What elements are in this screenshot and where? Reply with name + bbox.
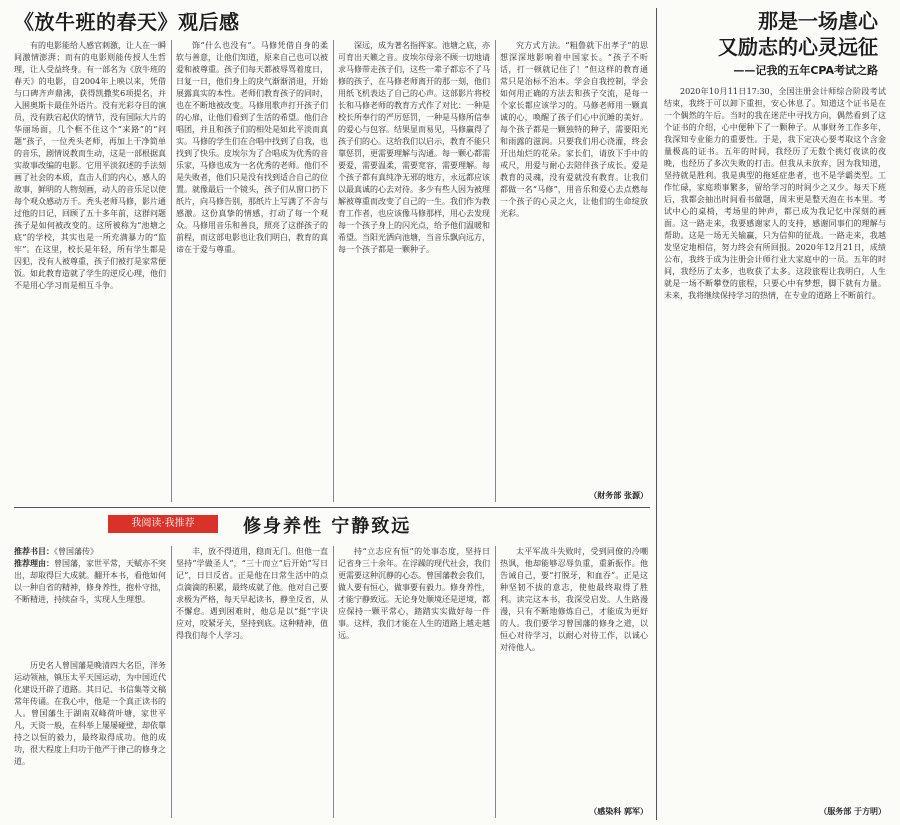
article2-subtitle: ——记我的五年CPA考试之路 [733, 64, 878, 77]
rec-book-title: 《曾国藩传》 [54, 547, 98, 556]
article1-col1-text: 有的电影能给人感官刺激，让人在一瞬间激情澎湃；而有的电影则能传授人生哲理，让人受益终身。有一部名为《放牛班的春天》的电影，自2004年上映以来，凭借与口碑齐声鼎沸，获得凯撒奖6项提名，并入围奥斯卡最佳外语片。没有光彩夺目的演员，没有跌宕起伏的情节，没有国际大片的华丽场面，几个框不住这个“来路”的“问题”孩子，一位秃头老师，再加上干净简单的音乐，剧情说教而生动，这是一部根据真实故事改编的电影。它用平淡叙述的手法刻画了社会的本质，直击人们的内心，感人的故事，鲜明的人物刻画，动人的音乐足以使每个观众感动万千。秃头老师马修，影片通过他的日记，回顾了五十多年前，这群问题孩子是如何被改变的。这所被称为“池塘之底”的学校，其实也是一所充满暴力的“监牢”。在这里，校长是年轻，所有学生都是囚犯，没有人被尊重，孩子们被打是家常便饭。如此教育造就了学生的逆反心理，他们不是用心学习而是相互斗争。 [14, 41, 166, 290]
divider [495, 40, 496, 502]
section-divider [656, 8, 657, 820]
article2-title-line2: 又励志的心灵远征 [718, 35, 878, 59]
article1-col4 [500, 40, 648, 490]
rec-book-label: 推荐书目： [14, 547, 54, 556]
article3-col1 [14, 660, 166, 818]
article3-col1-text: 历史名人曾国藩是晚清四大名臣，洋务运动领袖，镇压太平天国运动，为中国近代化建设开辟了道路。其日记、书信集等文稿常年传诵。在我心中，他是一个真正读书的人。曾国藩生于湖南双峰荷叶塘，家世平凡，天资一般，在科举上屡屡碰壁，却依靠持之以恒的毅力，最终取得成功。他的成功，很大程度上归功于他严于律己的修身之道。 [14, 661, 166, 766]
recommend-reason [14, 558, 166, 606]
article1-title: 《放牛班的春天》观后感 [14, 10, 240, 34]
article3-title: 修身养性 宁静致远 [243, 516, 412, 537]
article1-col2-text: 饰“什么也没有”。马修凭借自身的柔软与善意，让他们知道，原来自己也可以被爱和被尊重。孩子们每天都被辱骂着度日，日复一日，他们身上的戾气渐渐消退，开始展露真实的本性。老师们教育孩子的同时，也在不断地被改变。马修用歌声打开孩子们的心扉，让他们看到了生活的希望。他们合唱团，并且和孩子们的相处是如此平淡而真实。马修的学生们在合唱中找到了自我，也找到了快乐。皮埃尔为了合唱成为优秀的音乐家，马修也成为一名优秀的老师。他们不是失败者，他们只是没有找到适合自己的位置。就像最后一个镜头，孩子们从窗口扔下纸片，向马修告别，那纸片上写满了不舍与感激。这份真挚的情感，打动了每一个观众。马修用音乐和善良，照亮了这群孩子的前程，而这部电影也让我们明白，教育的真谛在于爱与尊重。 [176, 41, 328, 254]
article1-col2 [176, 40, 328, 502]
article3-col3 [338, 546, 490, 818]
rec-reason-label: 推荐理由： [14, 559, 54, 568]
article3-col2 [176, 546, 328, 818]
article3-col2-text: 丰，放不得道用，稳而无门。但他一直坚持“学做圣人”，“三十而立”后开始“写日记”，日日反省。正是他在日常生活中的点点滴滴的积累，最终成就了他。他对自己要求极为严格，每天早起读书，静坐反省，从不懈怠。遇到困难时，他总是以“挺”字诀应对，咬紧牙关，坚持到底。这种精神，值得我们每个人学习。 [176, 547, 328, 640]
article1-col1 [14, 40, 166, 502]
article1-col4-text: 究方式方法。“粗鲁就下出孝子”的思想深深地影响着中国家长。“孩子不听话，打一顿就记住了！”但这样的教育通常只是治标不治本。学会自我控制，学会如何用正确的方法去和孩子交流，是每一个家长都应该学习的。马修老师用一颗真诚的心，唤醒了孩子们心中沉睡的美好。每个孩子都是一颗独特的种子，需要阳光和雨露的滋润。只要我们用心浇灌，终会开出灿烂的花朵。家长们，请放下手中的戒尺，用爱与耐心去陪伴孩子成长。爱是教育的灵魂，没有爱就没有教育。让我们都做一名“马修”，用音乐和爱心去点燃每一个孩子的心灵之火，让他们的生命绽放光彩。 [500, 41, 648, 218]
article2-byline: （服务部 于方明） [819, 806, 886, 816]
article1-col3 [338, 40, 490, 502]
divider [333, 546, 334, 818]
article2-title-line1: 那是一场虐心 [758, 9, 878, 33]
article3-col4 [500, 546, 648, 804]
recommendation-box [14, 546, 166, 606]
article3-byline: （感染科 郭军） [589, 806, 648, 816]
article3-col4-text: 太平军战斗失败时，受到同僚的冷嘲热讽，他却能够忍辱负重，重新振作。他告诫自己，要“打脱牙，和血吞”。正是这种坚韧不拔的意志，使他最终取得了胜利。读完这本书，我深受启发。人生路漫漫，只有不断地修炼自己，才能成为更好的人。我们要学习曾国藩的修身之道，以恒心对待学习，以耐心对待工作，以诚心对待他人。 [500, 547, 648, 652]
recommended-book [14, 546, 166, 558]
article1-col3-text: 深远，成为著名指挥家。池塘之底，亦可育出天籁之音。皮埃尔母亲不顾一切地请求马修带走孩子们，这些一辈子都忘不了马修的孩子，在马修老师离开的那一刻，他们用纸飞机表达了自己的心声。这部影片将校长和马修老师的教育方式作了对比：一种是校长所奉行的严厉惩罚，一种是马修所信奉的爱心与包容。结果显而易见，马修赢得了孩子们的心。这给我们以启示，教育不能只靠惩罚，更需要理解与沟通。每一颗心都需要爱，需要温柔，需要宽容，需要理解。每个孩子都有真纯净无邪的地方，永远都应该以最真诚的心去对待。多少有些人因为被理解被尊重而改变了自己的一生。我们作为教育工作者，也应该像马修那样，用心去发现每一个孩子身上的闪光点，给予他们温暖和希望。当阳光洒向池塘，当音乐飘向远方，每一个孩子都是一颗种子。 [338, 41, 490, 254]
divider [171, 40, 172, 502]
rec-reason-text: 曾国藩，家世平常，天赋亦不突出，却取得巨大成就。翻开本书，看他如何以一种自省的精神，修身养性，抱朴守拙，不断精进，持续奋斗，实现人生理想。 [14, 559, 166, 604]
article2-body-text: 2020年10月11日17:30，全国注册会计师综合阶段考试结束，我终于可以卸下重担，安心休息了。知道这个证书是在一个偶然的午后。当时的我在迷茫中寻找方向，偶然看到了这个证书的介绍，心中便种下了一颗种子。从事财务工作多年，我深知专业能力的重要性。于是，我下定决心要考取这个含金量极高的证书。五年的时间，我经历了无数个挑灯夜读的夜晚，也经历了多次失败的打击。但我从未放弃，因为我知道，坚持就是胜利。我是典型的拖延症患者，也不是学霸类型。工作忙碌，家庭琐事繁多，留给学习的时间少之又少。每天下班后，我都会抽出时间看书做题，周末更是整天泡在书本里。考试中心的桌椅，考场里的钟声，都已成为我记忆中深刻的画面。这一路走来，我要感谢家人的支持，感谢同事们的理解与帮助。这是一场无关输赢，只为信仰的征战。一路走来，我越发坚定地相信，努力终会有所回报。2020年12月21日，成绩公布，我终于成为注册会计师行业大家庭中的一员。五年的时间，我经历了太多，也收获了太多。这段旅程让我明白，人生就是一场不断攀登的旅程，只要心中有梦想，脚下就有力量。未来，我将继续保持学习的热情，在专业的道路上不断前行。 [664, 87, 886, 300]
divider [171, 546, 172, 818]
article2-body [664, 86, 886, 804]
divider [333, 40, 334, 502]
article1-byline: （财务部 张源） [589, 490, 648, 500]
column-badge: 我阅读·我推荐 [108, 515, 218, 533]
article3-col3-text: 持“立志应有恒”的处事态度，坚持日记省身三十余年。在浮躁的现代社会，我们更需要这种沉静的心态。曾国藩教会我们，做人要有恒心，做事要有毅力。修身养性，才能宁静致远。无论身处顺境还是逆境，都应保持一颗平常心，踏踏实实做好每一件事。这样，我们才能在人生的道路上越走越远。 [338, 547, 490, 640]
divider [495, 546, 496, 818]
section-rule [14, 507, 650, 508]
